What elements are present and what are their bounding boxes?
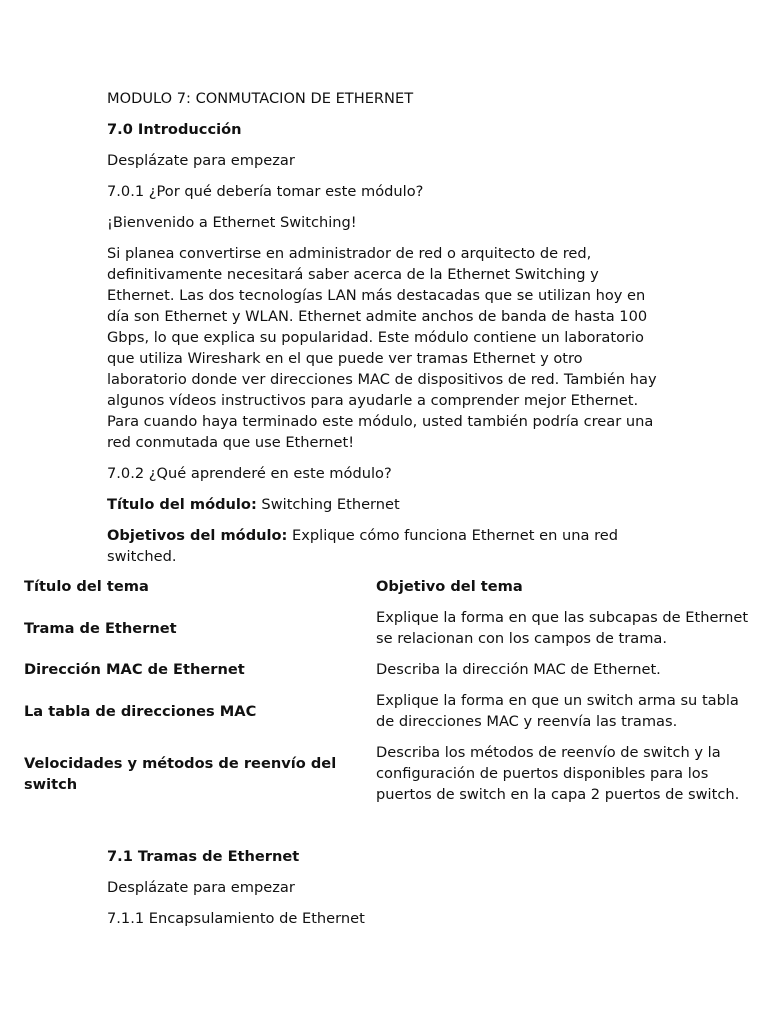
learn-heading: 7.0.2 ¿Qué aprenderé en este módulo? [107,465,392,482]
objectives-line [107,525,667,567]
topic-title: Dirección MAC de Ethernet [24,661,245,678]
module-title-value: Switching Ethernet [256,496,400,513]
table-header-title: Título del tema [24,578,149,595]
table-header-row [24,576,754,597]
objectives-label: Objetivos del módulo: [107,527,288,544]
topic-objective: Describa la dirección MAC de Ethernet. [376,661,661,678]
subheading-7-1-1: 7.1.1 Encapsulamiento de Ethernet [107,910,365,927]
welcome-text: ¡Bienvenido a Ethernet Switching! [107,214,357,231]
section-heading-intro: 7.0 Introducción [107,121,242,138]
module-title: MODULO 7: CONMUTACION DE ETHERNET [107,90,414,107]
table-header-objective: Objetivo del tema [376,578,523,595]
scroll-hint-7-1: Desplázate para empezar [107,879,295,896]
topic-objective: Describa los métodos de reenvío de switch y la configuración de puertos disponibles para los puertos de switch en la capa 2 puertos de switch. [376,744,740,803]
table-row [24,690,754,732]
topic-objective: Explique la forma en que las subcapas de Ethernet se relacionan con los campos de trama. [376,609,749,647]
topics-table [24,576,754,815]
table-row [24,742,754,805]
topic-title: Velocidades y métodos de reenvío del switch [24,754,337,793]
intro-body: Si planea convertirse en administrador de red o arquitecto de red, definitivamente necesitará saber acerca de la Ethernet Switching y Ethernet. Las dos tecnologías LAN más destacadas que se utilizan hoy en día son Ethernet y WLAN. Ethernet admite anchos de banda de hasta 100 Gbps, lo que explica su popularidad. Este módulo contiene un laboratorio que utiliza Wireshark en el que puede ver tramas Ethernet y otro laboratorio donde ver direcciones MAC de dispositivos de red. También hay algunos vídeos instructivos para ayudarle a comprender mejor Ethernet. Para cuando haya terminado este módulo, usted también podría crear una red conmutada que use Ethernet! [107,245,657,451]
why-heading: 7.0.1 ¿Por qué debería tomar este módulo? [107,183,424,200]
module-title-line [107,494,667,515]
document-section-7-1 [107,846,667,939]
topic-objective: Explique la forma en que un switch arma su tabla de direcciones MAC y reenvía las tramas. [376,692,739,730]
document-intro [107,88,667,577]
topic-title: Trama de Ethernet [24,619,177,637]
scroll-hint: Desplázate para empezar [107,152,295,169]
table-row [24,607,754,649]
objectives-value: Explique cómo funciona Ethernet en una red switched. [107,527,618,565]
module-title-label: Título del módulo: [107,496,257,513]
section-heading-7-1: 7.1 Tramas de Ethernet [107,848,300,865]
table-row [24,659,754,680]
topic-title: La tabla de direcciones MAC [24,702,257,720]
